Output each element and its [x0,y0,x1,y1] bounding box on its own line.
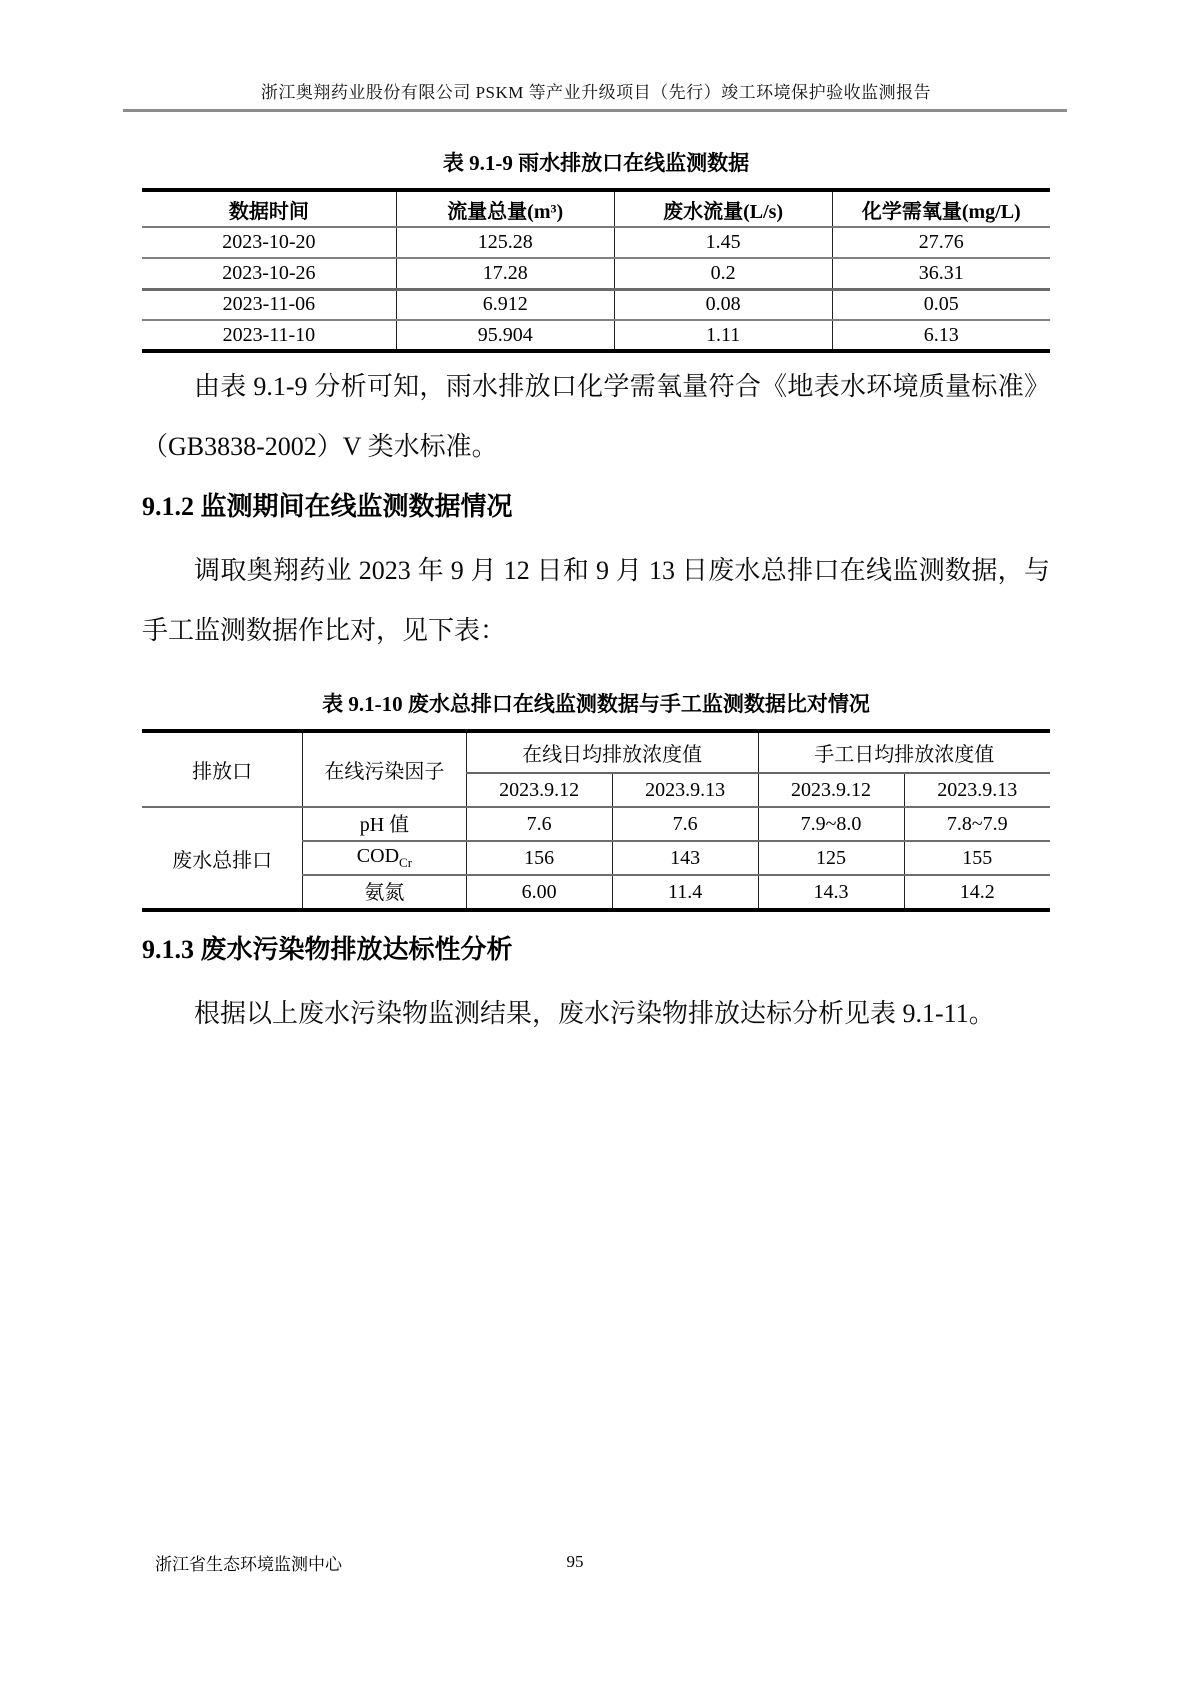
table-row [142,320,1050,351]
cell-value: 27.76 [832,227,1050,258]
table-row [142,258,1050,289]
column-group-online: 在线日均排放浓度值 [466,731,758,773]
header-divider [123,109,1067,112]
column-header: 化学需氧量(mg/L) [832,190,1050,227]
cell-value: 14.2 [904,875,1050,910]
column-header: 废水流量(L/s) [614,190,832,227]
cell-value: 11.4 [612,875,758,910]
column-header-outlet: 排放口 [192,761,253,783]
paragraph-compliance-analysis: 根据以上废水污染物监测结果，废水污染物排放达标分析见表 9.1-11。 [194,999,995,1028]
cell-value: 7.8~7.9 [904,807,1050,841]
table-9-1-10-title: 表 9.1-10 废水总排口在线监测数据与手工监测数据比对情况 [322,692,870,716]
column-header: 数据时间 [228,200,309,223]
table-9-1-10 [142,729,1050,912]
cell-factor [303,807,466,841]
cell-outlet-name: 废水总排口 [142,807,303,910]
table-header-group-row [142,731,1050,773]
cell-value: 95.904 [396,320,614,351]
cell-value: 6.13 [832,320,1050,351]
cell-factor [303,875,466,910]
column-header-factor: 在线污染因子 [303,731,466,807]
table-9-1-9-title: 表 9.1-9 雨水排放口在线监测数据 [442,151,750,175]
factor-label: COD [356,845,400,867]
factor-label: pH 值 [359,814,410,836]
cell-value: 125.28 [396,227,614,258]
cell-value: 0.2 [614,258,832,289]
table-row [142,227,1050,258]
cell-value: 7.6 [466,807,612,841]
cell-value: 1.45 [614,227,832,258]
cell-value: 143 [612,841,758,875]
cell-value: 7.9~8.0 [758,807,904,841]
cell-value: 14.3 [758,875,904,910]
date-header: 2023.9.12 [758,773,904,807]
paragraph-analysis-rainwater: 由表 9.1-9 分析可知，雨水排放口化学需氧量符合《地表水环境质量标准》（GB3838-2002）V 类水标准。 [142,372,1050,461]
cell-value: 1.11 [614,320,832,351]
cell-date: 2023-10-20 [142,227,396,258]
footer-page-number: 95 [566,1552,584,1571]
cell-value: 0.05 [832,289,1050,320]
cell-date: 2023-11-10 [142,320,396,351]
cell-value: 6.00 [466,875,612,910]
table-row-ph [142,807,1050,841]
cell-date: 2023-11-06 [142,289,396,320]
date-header: 2023.9.13 [904,773,1050,807]
section-heading-9-1-3: 9.1.3 废水污染物排放达标性分析 [142,935,513,964]
cell-factor [303,841,466,875]
table-header-row [142,190,1050,227]
page-content [0,78,1190,1044]
cell-date: 2023-10-26 [142,258,396,289]
paragraph-online-data-intro: 调取奥翔药业 2023 年 9 月 12 日和 9 月 13 日废水总排口在线监测数据，与手工监测数据作比对，见下表： [142,556,1050,645]
cell-value: 125 [758,841,904,875]
factor-subscript: Cr [399,855,413,870]
column-group-manual: 手工日均排放浓度值 [758,731,1050,773]
footer-organization: 浙江省生态环境监测中心 [155,1555,342,1574]
factor-label: 氨氮 [364,882,405,904]
date-header: 2023.9.12 [466,773,612,807]
cell-value: 36.31 [832,258,1050,289]
cell-value: 6.912 [396,289,614,320]
column-header: 流量总量(m³) [396,190,614,227]
cell-value: 17.28 [396,258,614,289]
date-header: 2023.9.13 [612,773,758,807]
cell-value: 155 [904,841,1050,875]
table-9-1-9 [142,188,1050,353]
table-row [142,289,1050,320]
cell-value: 156 [466,841,612,875]
cell-value: 7.6 [612,807,758,841]
report-header-title: 浙江奥翔药业股份有限公司 PSKM 等产业升级项目（先行）竣工环境保护验收监测报告 [260,83,932,102]
section-heading-9-1-2: 9.1.2 监测期间在线监测数据情况 [142,492,513,521]
cell-value: 0.08 [614,289,832,320]
